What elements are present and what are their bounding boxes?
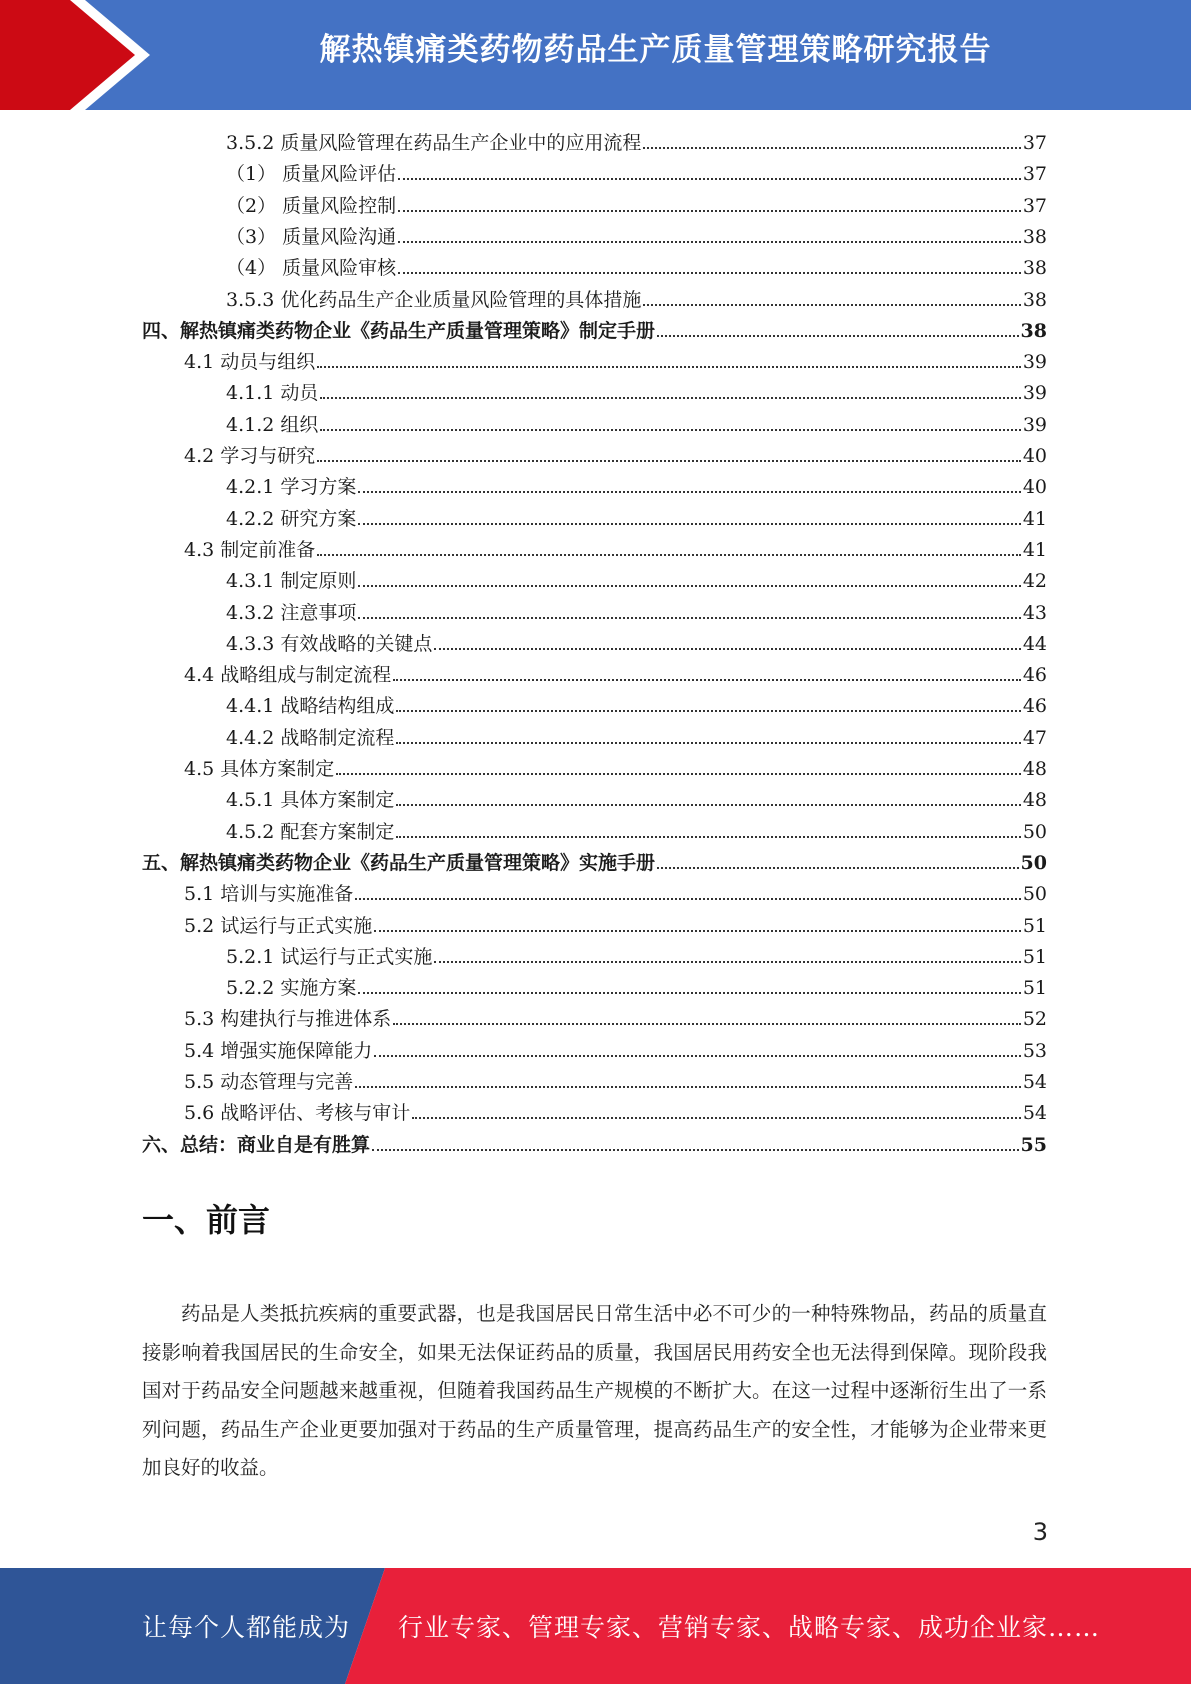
toc-dot-leader bbox=[412, 1117, 1021, 1119]
toc-entry-title: 试运行与正式实施 bbox=[220, 914, 373, 937]
toc-dot-leader bbox=[434, 961, 1020, 963]
toc-entry-number: （2） bbox=[226, 194, 277, 217]
toc-dot-leader bbox=[374, 930, 1021, 932]
toc-dot-leader bbox=[396, 836, 1020, 838]
toc-entry-number: 4.5.1 bbox=[226, 789, 275, 812]
toc-entry-title: 质量风险评估 bbox=[282, 163, 397, 186]
toc-entry[interactable] bbox=[226, 723, 1047, 754]
toc-entry[interactable] bbox=[142, 1130, 1047, 1161]
toc-entry-title: 战略组成与制定流程 bbox=[220, 664, 392, 687]
toc-dot-leader bbox=[657, 867, 1019, 869]
toc-entry-page: 37 bbox=[1022, 163, 1047, 186]
footer-slogan-right: 行业专家、管理专家、营销专家、战略专家、成功企业家…… bbox=[398, 1613, 1101, 1642]
toc-entry-title: 试运行与正式实施 bbox=[280, 945, 433, 968]
toc-entry-page: 46 bbox=[1022, 664, 1047, 687]
toc-entry[interactable] bbox=[184, 754, 1047, 785]
toc-dot-leader bbox=[355, 898, 1021, 900]
toc-entry-number: （3） bbox=[226, 225, 277, 248]
toc-entry-page: 38 bbox=[1020, 319, 1047, 342]
toc-entry-page: 38 bbox=[1022, 257, 1047, 280]
report-title: 解热镇痛类药物药品生产质量管理策略研究报告 bbox=[319, 32, 992, 68]
toc-entry-page: 47 bbox=[1022, 726, 1047, 749]
toc-entry-page: 50 bbox=[1020, 851, 1047, 874]
toc-entry-number: 4.4.2 bbox=[226, 726, 275, 749]
toc-entry-page: 40 bbox=[1022, 476, 1047, 499]
toc-dot-leader bbox=[657, 335, 1019, 337]
toc-entry-title: 学习与研究 bbox=[220, 445, 316, 467]
toc-entry-title: 战略评估、考核与审计 bbox=[220, 1102, 411, 1125]
toc-entry-title: 增强实施保障能力 bbox=[220, 1039, 373, 1062]
toc-entry-number: 5.6 bbox=[184, 1102, 215, 1125]
toc-entry-number: 4.2.1 bbox=[226, 476, 275, 499]
page-footer bbox=[0, 1568, 1191, 1684]
toc-dot-leader bbox=[358, 523, 1020, 525]
toc-entry[interactable] bbox=[226, 598, 1047, 629]
toc-entry-title: 动员 bbox=[280, 382, 319, 405]
toc-entry-page: 38 bbox=[1022, 288, 1047, 311]
toc-entry[interactable] bbox=[226, 253, 1047, 284]
toc-entry-page: 37 bbox=[1022, 194, 1047, 217]
toc-entry-title: 质量风险控制 bbox=[282, 194, 397, 217]
toc-entry[interactable] bbox=[226, 785, 1047, 816]
toc-entry[interactable] bbox=[226, 942, 1047, 973]
toc-entry-title: 优化药品生产企业质量风险管理的具体措施 bbox=[280, 288, 642, 311]
toc-dot-leader bbox=[372, 1149, 1019, 1151]
toc-entry-title: 组织 bbox=[280, 413, 319, 436]
toc-entry[interactable] bbox=[226, 378, 1047, 409]
toc-entry-title: 质量风险沟通 bbox=[282, 225, 397, 248]
toc-entry-page: 48 bbox=[1022, 758, 1047, 780]
toc-dot-leader bbox=[358, 491, 1020, 493]
toc-entry-number: 4.2 bbox=[184, 445, 215, 467]
toc-entry-title: 培训与实施准备 bbox=[220, 883, 354, 906]
toc-entry[interactable] bbox=[142, 848, 1047, 879]
toc-entry-page: 44 bbox=[1022, 632, 1047, 655]
toc-entry-number: 4.3.1 bbox=[226, 570, 275, 593]
toc-entry-number: 4.1.2 bbox=[226, 413, 275, 436]
toc-entry-page: 51 bbox=[1022, 914, 1047, 937]
toc-entry-title: 六、总结：商业自是有胜算 bbox=[142, 1133, 371, 1156]
toc-entry[interactable] bbox=[184, 1004, 1047, 1035]
toc-entry-page: 37 bbox=[1022, 132, 1047, 154]
toc-entry-title: 实施方案 bbox=[280, 977, 357, 1000]
toc-entry-number: 4.3 bbox=[184, 538, 215, 561]
toc-entry-title: 学习方案 bbox=[280, 476, 357, 499]
toc-entry-number: 4.3.3 bbox=[226, 632, 275, 655]
section-heading: 一、前言 bbox=[142, 1201, 271, 1239]
toc-dot-leader bbox=[396, 710, 1020, 712]
toc-dot-leader bbox=[434, 648, 1020, 650]
toc-entry-number: 5.2 bbox=[184, 914, 215, 937]
toc-entry[interactable] bbox=[226, 222, 1047, 253]
toc-dot-leader bbox=[320, 397, 1020, 399]
toc-entry-page: 38 bbox=[1022, 225, 1047, 248]
toc-entry-title: 制定原则 bbox=[280, 570, 357, 593]
toc-entry-number: 3.5.2 bbox=[226, 132, 275, 154]
toc-entry-number: 4.4.1 bbox=[226, 695, 275, 718]
toc-entry-page: 42 bbox=[1022, 570, 1047, 593]
toc-entry-number: 5.2.1 bbox=[226, 945, 275, 968]
toc-entry-number: 4.4 bbox=[184, 664, 215, 687]
toc-entry[interactable] bbox=[226, 973, 1047, 1004]
toc-entry[interactable] bbox=[226, 128, 1047, 159]
toc-entry[interactable] bbox=[184, 911, 1047, 942]
toc-entry[interactable] bbox=[184, 1067, 1047, 1098]
page-header bbox=[0, 0, 1191, 110]
toc-dot-leader bbox=[643, 147, 1020, 149]
toc-entry-title: 质量风险管理在药品生产企业中的应用流程 bbox=[280, 132, 642, 154]
toc-entry-title: 注意事项 bbox=[280, 601, 357, 624]
toc-dot-leader bbox=[317, 554, 1021, 556]
toc-entry-page: 41 bbox=[1022, 507, 1047, 530]
toc-dot-leader bbox=[358, 585, 1020, 587]
toc-entry[interactable] bbox=[226, 566, 1047, 597]
toc-entry-title: 四、解热镇痛类药物企业《药品生产质量管理策略》制定手册 bbox=[142, 319, 656, 342]
toc-entry-page: 52 bbox=[1022, 1008, 1047, 1031]
toc-entry-title: 动员与组织 bbox=[220, 351, 316, 374]
toc-entry-page: 51 bbox=[1022, 977, 1047, 1000]
toc-entry-number: （1） bbox=[226, 163, 277, 186]
toc-dot-leader bbox=[317, 460, 1021, 462]
toc-entry-number: 4.5.2 bbox=[226, 820, 275, 843]
toc-entry[interactable] bbox=[226, 504, 1047, 535]
toc-entry[interactable] bbox=[226, 472, 1047, 503]
toc-entry[interactable] bbox=[184, 660, 1047, 691]
toc-entry-number: 3.5.3 bbox=[226, 288, 275, 311]
toc-entry[interactable] bbox=[226, 629, 1047, 660]
toc-entry-number: 5.5 bbox=[184, 1071, 215, 1093]
toc-entry-number: 5.3 bbox=[184, 1008, 215, 1031]
toc-entry-number: 5.4 bbox=[184, 1039, 215, 1062]
toc-entry-page: 54 bbox=[1022, 1071, 1047, 1093]
toc-entry-page: 50 bbox=[1022, 883, 1047, 906]
toc-entry-title: 质量风险审核 bbox=[282, 257, 397, 280]
toc-entry-number: 4.5 bbox=[184, 758, 215, 780]
toc-entry-title: 构建执行与推进体系 bbox=[220, 1008, 392, 1031]
toc-entry[interactable] bbox=[184, 441, 1047, 472]
toc-dot-leader bbox=[398, 178, 1021, 180]
toc-entry[interactable] bbox=[184, 1098, 1047, 1129]
toc-entry-page: 48 bbox=[1022, 789, 1047, 812]
intro-paragraph: 药品是人类抵抗疾病的重要武器，也是我国居民日常生活中必不可少的一种特殊物品，药品的质量直接影响着我国居民的生命安全，如果无法保证药品的质量，我国居民用药安全也无法得到保障。现阶段我国对于药品安全问题越来越重视，但随着我国药品生产规模的不断扩大。在这一过程中逐渐衍生出了一系列问题，药品生产企业更要加强对于药品的生产质量管理，提高药品生产的安全性，才能够为企业带来更加良好的收益。 bbox=[142, 1302, 1047, 1479]
toc-dot-leader bbox=[358, 617, 1020, 619]
toc-entry-page: 43 bbox=[1022, 601, 1047, 624]
toc-entry-page: 39 bbox=[1022, 351, 1047, 374]
toc-entry[interactable] bbox=[226, 191, 1047, 222]
toc-entry[interactable] bbox=[226, 159, 1047, 190]
toc-entry[interactable] bbox=[226, 285, 1047, 316]
toc-entry[interactable] bbox=[226, 691, 1047, 722]
toc-dot-leader bbox=[393, 1023, 1021, 1025]
toc-dot-leader bbox=[320, 429, 1020, 431]
toc-entry-number: （4） bbox=[226, 257, 277, 280]
toc-entry-page: 39 bbox=[1022, 382, 1047, 405]
toc-entry-page: 50 bbox=[1022, 820, 1047, 843]
toc-entry-page: 46 bbox=[1022, 695, 1047, 718]
toc-entry-title: 战略制定流程 bbox=[280, 726, 395, 749]
toc-entry[interactable] bbox=[184, 535, 1047, 566]
toc-entry-number: 5.2.2 bbox=[226, 977, 275, 1000]
toc-entry[interactable] bbox=[184, 1036, 1047, 1067]
toc-entry[interactable] bbox=[184, 879, 1047, 910]
toc-entry-page: 40 bbox=[1022, 445, 1047, 467]
toc-entry-title: 动态管理与完善 bbox=[220, 1071, 354, 1093]
toc-entry-page: 55 bbox=[1020, 1133, 1047, 1156]
toc-entry[interactable] bbox=[226, 817, 1047, 848]
toc-entry-title: 有效战略的关键点 bbox=[280, 632, 433, 655]
toc-entry-title: 具体方案制定 bbox=[280, 789, 395, 812]
toc-dot-leader bbox=[336, 773, 1021, 775]
toc-entry[interactable] bbox=[142, 316, 1047, 347]
toc-entry-page: 41 bbox=[1022, 538, 1047, 561]
toc-dot-leader bbox=[398, 272, 1021, 274]
toc-dot-leader bbox=[393, 679, 1021, 681]
toc-dot-leader bbox=[643, 304, 1020, 306]
toc-dot-leader bbox=[398, 210, 1021, 212]
toc-entry[interactable] bbox=[226, 410, 1047, 441]
toc-entry-page: 39 bbox=[1022, 413, 1047, 436]
toc-entry-number: 4.2.2 bbox=[226, 507, 275, 530]
toc-entry-number: 5.1 bbox=[184, 883, 215, 906]
page-number: 3 bbox=[1032, 1518, 1048, 1546]
toc-entry-number: 4.1 bbox=[184, 351, 215, 374]
toc-entry-title: 具体方案制定 bbox=[220, 758, 335, 780]
toc-entry[interactable] bbox=[184, 347, 1047, 378]
toc-entry-title: 研究方案 bbox=[280, 507, 357, 530]
toc-entry-title: 五、解热镇痛类药物企业《药品生产质量管理策略》实施手册 bbox=[142, 851, 656, 874]
toc-entry-title: 制定前准备 bbox=[220, 538, 316, 561]
toc-entry-title: 配套方案制定 bbox=[280, 820, 395, 843]
toc-dot-leader bbox=[355, 1086, 1021, 1088]
toc-entry-page: 53 bbox=[1022, 1039, 1047, 1062]
toc-dot-leader bbox=[398, 241, 1021, 243]
toc-dot-leader bbox=[317, 366, 1021, 368]
toc-entry-number: 4.3.2 bbox=[226, 601, 275, 624]
toc-entry-page: 51 bbox=[1022, 945, 1047, 968]
footer-slogan-left: 让每个人都能成为 bbox=[142, 1613, 351, 1642]
toc-dot-leader bbox=[396, 804, 1020, 806]
toc-dot-leader bbox=[358, 992, 1020, 994]
toc-entry-number: 4.1.1 bbox=[226, 382, 275, 405]
toc-dot-leader bbox=[396, 742, 1020, 744]
toc-dot-leader bbox=[374, 1055, 1021, 1057]
toc-entry-page: 54 bbox=[1022, 1102, 1047, 1125]
toc-entry-title: 战略结构组成 bbox=[280, 695, 395, 718]
